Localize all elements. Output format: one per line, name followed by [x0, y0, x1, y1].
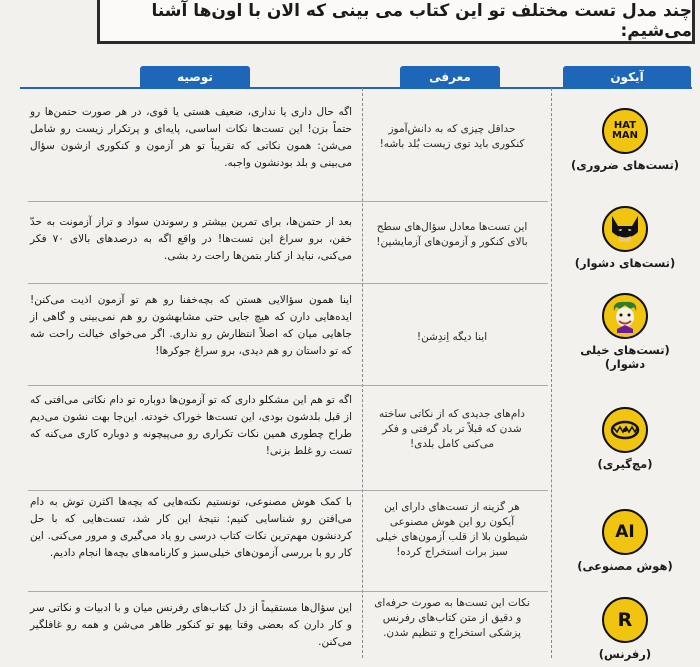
page-title: چند مدل تست مختلف تو این کتاب می بینی که الان با اون‌ها آشنا می‌شیم: [151, 0, 692, 41]
row-4-icon-cell [560, 407, 690, 471]
hatman-icon-text: HAT MAN [611, 120, 639, 141]
row-5-intro: هر گزینه از تست‌های دارای این آیکون رو این هوش مصنوعی شیطون بلا از قلب آزمون‌های خیلی سبز برات استخراج کرده! [376, 501, 528, 558]
row-2-icon-cell [560, 206, 690, 270]
row-4-advice: اگه تو هم این مشکلو داری که تو آزمون‌ها دوباره تو دام نکاتی می‌افتی که از قبل بلدشون بودی، این تست‌ها خوراک خودته. این‌جا بهت نشون می‌دیم طراح چطوری همین نکات تکراری رو می‌پیچونه و دوباره کاری می‌کنه که تست رو غلط بزنی! [30, 394, 352, 457]
row-2-intro: این تست‌ها معادل سؤال‌های سطح بالای کنکور و آزمون‌های آزمایشین! [376, 221, 528, 248]
row-4-intro: دام‌های جدیدی که از نکاتی ساخته شدن که قبلاً تر باد گرفتی و فکر می‌کنی کامل بلدی! [379, 408, 525, 450]
row-1-intro: حداقل چیزی که به دانش‌آموز کنکوری باید توی زیست بُلد باشه! [379, 123, 525, 150]
ai-icon [602, 509, 648, 555]
joker-icon [602, 293, 648, 339]
row-1-label: (تست‌های ضروری) [570, 158, 680, 172]
row-2-advice: بعد از حتمن‌ها، برای تمرین بیشتر و رسوندن سواد و تراز آزمونت به حدّ خفن، برو سراغ این تست‌ها! در واقع اگه به درصدهای بالای ۷۰ فکر می‌کنی، نباید از کنار بتمن‌ها راحت رد بشی. [30, 216, 352, 262]
reference-icon-text: R [617, 609, 633, 631]
row-6-icon-cell [560, 597, 690, 661]
row-1-icon-cell [560, 108, 690, 172]
row-5-label: (هوش مصنوعی) [577, 559, 673, 573]
header-intro: معرفی [400, 66, 500, 88]
row-2-label: (تست‌های دشوار) [574, 256, 676, 270]
row-5-advice: با کمک هوش مصنوعی، تونستیم نکته‌هایی که بچه‌ها اکثرن توش به دام می‌افتن رو شناسایی کنیم: نتیجهٔ این کار شد، تست‌هایی که با حل کردنشون مهم‌ترین نکات کتاب درسی رو یاد می‌گیری و مرور می‌کنی. این کار رو با بررسی آزمون‌های خیلی‌سبز و کارنامه‌های بچه‌ها انجام دادیم. [30, 496, 352, 559]
row-3-icon-cell [560, 293, 690, 371]
row-3-label: (تست‌های خیلی دشوار) [580, 343, 670, 371]
column-divider-intro [362, 88, 363, 658]
row-separator [28, 591, 548, 592]
row-separator [28, 201, 548, 202]
row-1-advice: اگه حال داری یا نداری، ضعیف هستی یا قوی، در هر صورت حتمن‌ها رو حتماً بزن! این تست‌ها نکات اساسی، پایه‌ای و پرتکرار زیست رو شامل می‌شن: همون نکاتی که تقریباً تو هر آزمون و کنکوری ازشون سؤال می‌بینی و بلد بودنشون واجبه. [30, 106, 352, 169]
row-5-icon-cell [560, 509, 690, 573]
header-advice: توصیه [140, 66, 250, 88]
row-6-label: (رفرنس) [598, 647, 652, 661]
title-box [97, 0, 695, 44]
row-separator [28, 490, 548, 491]
header-underline [20, 87, 692, 89]
reference-icon [602, 597, 648, 643]
row-separator [28, 283, 548, 284]
column-divider-icon [551, 88, 552, 658]
row-separator [28, 385, 548, 386]
header-icon: آیکون [563, 66, 691, 88]
row-6-advice: این سؤال‌ها مستقیماً از دل کتاب‌های رفرنس میان و با ادبیات و نکاتی سر و کار دارن که بعضی وقتا یهو تو کنکور ظاهر می‌شن و همه رو غافلگیر می‌کنن. [30, 602, 352, 648]
batman-icon [602, 206, 648, 252]
row-3-intro: اینا دیگه اِندِشن! [416, 331, 488, 343]
row-4-label: (مچ‌گیری) [597, 457, 653, 471]
trap-icon [602, 407, 648, 453]
row-3-advice: اینا همون سؤالایی هستن که بچه‌خفنا رو هم تو آزمون اذیت می‌کنن! ایده‌هایی دارن که هیچ جایی حتی مشابهشون رو هم نمی‌بینی و گاهی از جاهایی میان که اصلاً انتظارش رو نداری. اگر می‌خوای خیالت راحت شه که تو داستان رو هم دیدی، برو سراغ جوکرها! [30, 294, 352, 357]
row-6-intro: نکات این تست‌ها به صورت حرفه‌ای و دقیق از متن کتاب‌های رفرنس پزشکی استخراج و تنظیم شدن. [374, 597, 530, 639]
hatman-icon [602, 108, 648, 154]
ai-icon-text: AI [615, 522, 635, 542]
